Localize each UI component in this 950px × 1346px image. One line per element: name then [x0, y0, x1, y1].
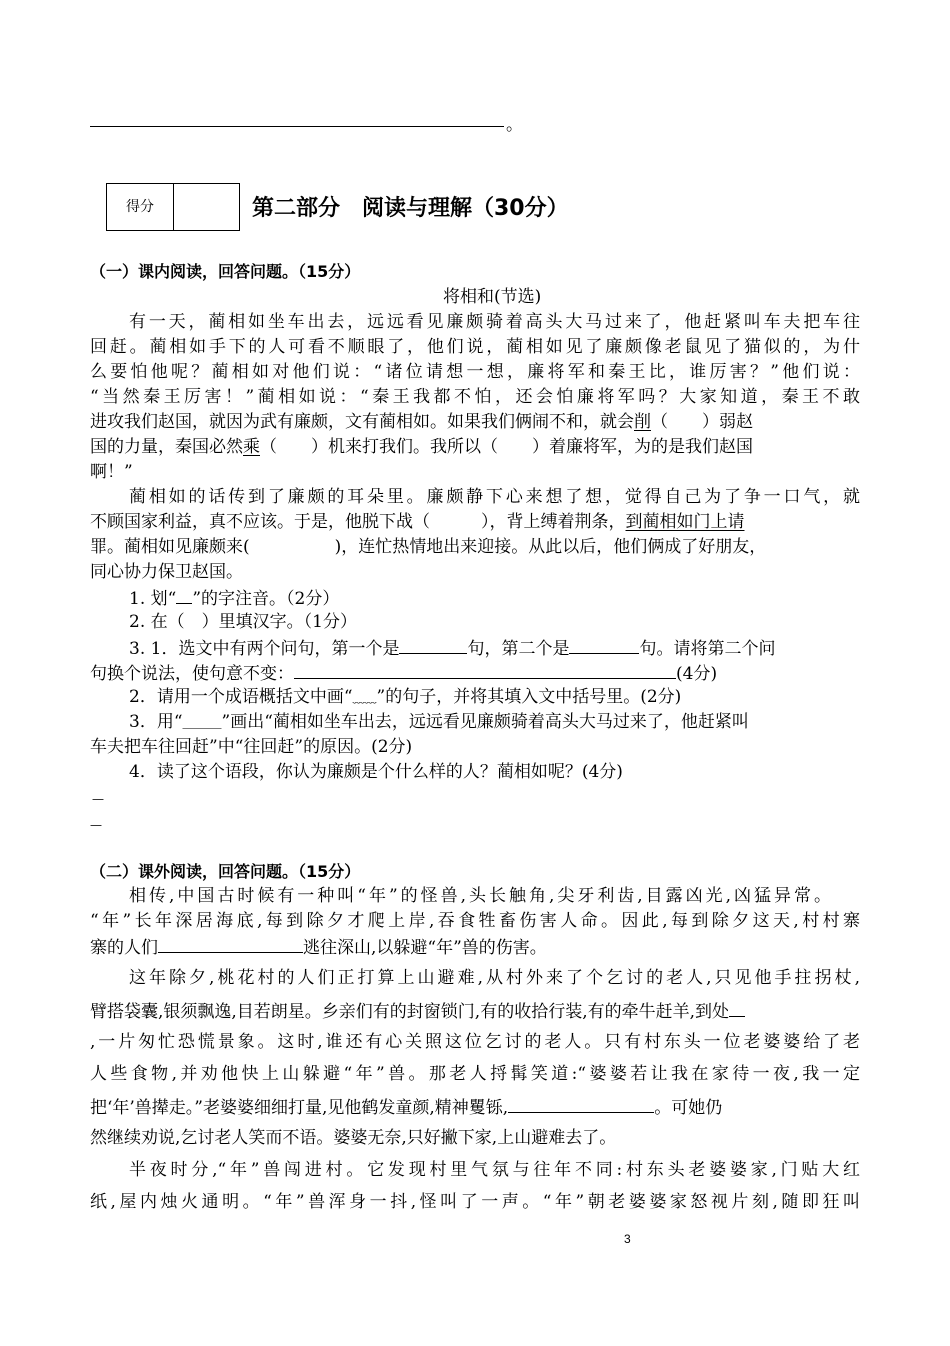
- s2-p2-line6: 然继续劝说,乞讨老人笑而不语。婆婆无奈,只好撇下家,上山避难去了。: [90, 1128, 617, 1148]
- s1-p1-line2: 回赶。蔺相如手下的人可看不顺眼了，他们说，蔺相如见了廉颇像老鼠见了猫似的，为什: [90, 337, 860, 357]
- s1-p1-line1: 有一天，蔺相如坐车出去，远远看见廉颇骑着高头大马过来了，他赶紧叫车夫把车往: [129, 312, 860, 332]
- s1-p2-line3: 罪。蔺相如见廉颇来( )，连忙热情地出来迎接。从此以后，他们俩成了好朋友，: [90, 537, 767, 557]
- s1-p2-line1: 蔺相如的话传到了廉颇的耳朵里。廉颇静下心来想了想，觉得自己为了争一口气，就: [129, 487, 860, 507]
- q1-text-b: ”的字注音。（2分）: [192, 589, 340, 609]
- page-number: 3: [624, 1232, 631, 1246]
- s1-p2-line2: [90, 510, 860, 534]
- s2-p1-line3-a: 寨的人们: [90, 938, 158, 958]
- question-6: 4．读了这个语段，你认为廉颇是个什么样的人？蔺相如呢？(4分): [129, 762, 623, 782]
- s1-p1-line6: [90, 435, 860, 459]
- s2-p1-line1: 相传,中国古时候有一种叫“年”的怪兽,头长触角,尖牙利齿,目露凶光,凶猛异常。: [129, 886, 831, 906]
- s2-p2-line3: ,一片匆忙恐慌景象。这时,谁还有心关照这位乞讨的老人。只有村东头一位老婆婆给了老: [90, 1032, 860, 1052]
- question-5: [129, 710, 899, 736]
- q5-text-b: ”画出“蔺相如坐车出去，远远看见廉颇骑着高头大马过来了，他赶紧叫: [221, 712, 749, 732]
- score-box: [106, 183, 240, 231]
- score-label: 得分: [107, 184, 174, 230]
- q4-text-a: 2．请用一个成语概括文中画“: [129, 687, 353, 707]
- underlined-char-xue: 削: [634, 412, 651, 432]
- s2-blank-2[interactable]: [729, 998, 745, 1017]
- s2-blank-3[interactable]: [508, 1094, 654, 1113]
- s2-p1-line3: [90, 934, 860, 960]
- s2-p3-line1: 半夜时分,“年”兽闯进村。它发现村里气氛与往年不同:村东头老婆婆家,门贴大红: [129, 1160, 860, 1180]
- s1-p1-line4: “当然秦王厉害！”蔺相如说：“秦王我都不怕，还会怕廉将军吗？大家知道，秦王不敢: [90, 387, 860, 407]
- section1-heading: （一）课内阅读，回答问题。（15分）: [90, 262, 361, 281]
- q3-blank-2[interactable]: [569, 635, 639, 654]
- s2-p1-line2: “年”长年深居海底,每到除夕才爬上岸,吞食牲畜伤害人命。因此,每到除夕这天,村村寨: [90, 911, 860, 931]
- section2-heading: （二）课外阅读，回答问题。（15分）: [90, 862, 361, 881]
- question-1: [129, 585, 899, 611]
- question-5-line2: 车夫把车往回赶”中“往回赶”的原因。(2分): [90, 737, 413, 757]
- s1-p1-line5-b: （ ）弱赵: [651, 412, 753, 432]
- s1-p1-line6-b: （ ）机来打我们。我所以（ ）着廉将军，为的是我们赵国: [260, 437, 753, 457]
- q3-answer-blank[interactable]: [294, 660, 676, 679]
- q4-wavy-mark: ﹏﹏: [352, 691, 377, 705]
- s1-p1-line3: 么要怕他呢？蔺相如对他们说：“诸位请想一想，廉将军和秦王比，谁厉害？”他们说：: [90, 362, 860, 382]
- s2-p2-line5: [90, 1094, 860, 1120]
- underlined-char-cheng: 乘: [243, 437, 260, 457]
- s2-p1-line3-b: 逃往深山,以躲避“年”兽的伤害。: [303, 938, 547, 958]
- passage-title: 将相和(节选): [443, 287, 542, 307]
- s1-p1-line6-a: 国的力量，秦国必然: [90, 437, 243, 457]
- q4-text-b: ”的句子，并将其填入文中括号里。(2分): [376, 687, 682, 707]
- s2-p2-line1: 这年除夕,桃花村的人们正打算上山避难,从村外来了个乞讨的老人,只见他手拄拐杖,: [129, 968, 860, 988]
- s1-p1-line5: [90, 410, 860, 434]
- s1-p2-line2-underlined: 到蔺相如门上请: [625, 512, 745, 532]
- s1-p2-line2-a: 不顾国家利益，真不应该。于是，他脱下战（ ），背上缚着荆条，: [90, 512, 626, 532]
- s1-p1-line5-a: 进攻我们赵国，就因为武有廉颇，文有蔺相如。如果我们俩闹不和，就会: [90, 412, 634, 432]
- q1-mark: [176, 585, 192, 604]
- answer-dash-1[interactable]: —: [92, 792, 104, 806]
- s2-blank-1[interactable]: [158, 934, 303, 953]
- question-4: [129, 685, 899, 710]
- question-3-line2: [90, 660, 860, 686]
- answer-dash-2[interactable]: —: [90, 818, 102, 832]
- s1-p1-line7: 啊！”: [90, 462, 133, 482]
- q3-text-b: 句，第二个是: [467, 639, 570, 659]
- score-value-cell[interactable]: [174, 184, 239, 230]
- s2-p2-line2-text: 臂搭袋囊,银须飘逸,目若朗星。乡亲们有的封窗锁门,有的收拾行装,有的牵牛赶羊,到处: [90, 1002, 730, 1022]
- part-title: 第二部分 阅读与理解（30分）: [252, 196, 569, 221]
- q5-line-mark: ＿＿＿: [182, 716, 222, 731]
- s2-p2-line2: [90, 998, 860, 1024]
- q3-text-a: 3. 1．选文中有两个问句，第一个是: [129, 639, 400, 659]
- q3-text-c: 句。请将第二个问: [639, 639, 776, 659]
- s2-p3-line2: 纸,屋内烛火通明。“年”兽浑身一抖,怪叫了一声。“年”朝老婆婆家怒视片刻,随即狂叫: [90, 1192, 860, 1212]
- q3-l2-text: 句换个说法，使句意不变：: [90, 664, 294, 684]
- question-3: [129, 635, 899, 661]
- answer-line-top: [90, 126, 504, 127]
- question-2: 2. 在（ ）里填汉字。（1分）: [129, 612, 357, 632]
- q3-blank-1[interactable]: [399, 635, 467, 654]
- q5-text-a: 3．用“: [129, 712, 183, 732]
- q1-text-a: 1. 划“: [129, 589, 177, 609]
- q3-score: (4分): [676, 664, 718, 684]
- s1-p2-line4: 同心协力保卫赵国。: [90, 562, 243, 582]
- s2-p2-line5-a: 把‘年’兽撵走。”老婆婆细细打量,见他鹤发童颜,精神矍铄,: [90, 1098, 509, 1118]
- s2-p2-line4: 人些食物,并劝他快上山躲避“年”兽。那老人捋髯笑道:“婆婆若让我在家待一夜,我一定: [90, 1064, 860, 1084]
- answer-line-end-mark: 。: [506, 115, 523, 135]
- s2-p2-line5-b: 。可她仍: [654, 1098, 723, 1118]
